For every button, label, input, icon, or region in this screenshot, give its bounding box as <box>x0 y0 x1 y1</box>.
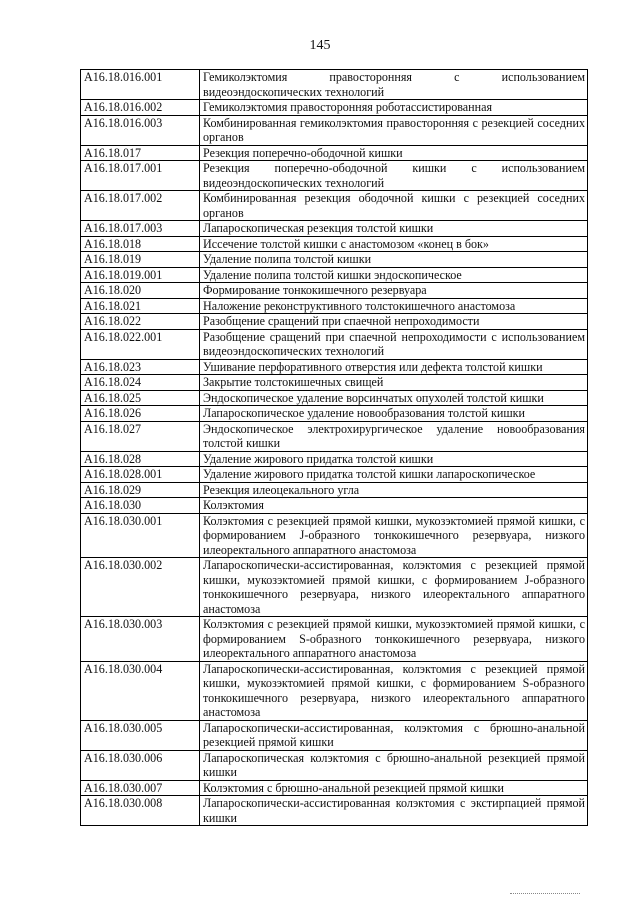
procedure-code: A16.18.030.006 <box>81 750 200 780</box>
table-row <box>81 359 588 375</box>
table-row <box>81 283 588 299</box>
procedure-name: Лапароскопически-ассистированная, колэктомия с брюшно-анальной резекцией прямой кишки <box>200 720 588 750</box>
table-row <box>81 70 588 100</box>
procedure-codes-table <box>80 69 588 826</box>
procedure-code: A16.18.030.005 <box>81 720 200 750</box>
procedure-name: Колэктомия с брюшно-анальной резекцией прямой кишки <box>200 780 588 796</box>
procedure-code: A16.18.019 <box>81 252 200 268</box>
table-row <box>81 375 588 391</box>
procedure-name: Колэктомия <box>200 498 588 514</box>
procedure-name: Удаление полипа толстой кишки <box>200 252 588 268</box>
procedure-code: A16.18.017.001 <box>81 161 200 191</box>
procedure-code: A16.18.016.003 <box>81 115 200 145</box>
procedure-name: Лапароскопическое удаление новообразования толстой кишки <box>200 406 588 422</box>
table-row <box>81 796 588 826</box>
procedure-name: Колэктомия с резекцией прямой кишки, мукозэктомией прямой кишки, с формированием S-образного тонкокишечного резервуара, низкого илеоректального аппаратного анастомоза <box>200 617 588 662</box>
procedure-code: A16.18.026 <box>81 406 200 422</box>
table-row <box>81 513 588 558</box>
table-row <box>81 191 588 221</box>
procedure-name: Разобщение сращений при спаечной непроходимости <box>200 314 588 330</box>
table-row <box>81 252 588 268</box>
table-row <box>81 329 588 359</box>
procedure-name: Колэктомия с резекцией прямой кишки, мукозэктомией прямой кишки, с формированием J-образного тонкокишечного резервуара, низкого илеоректального аппаратного анастомоза <box>200 513 588 558</box>
procedure-name: Комбинированная гемиколэктомия правосторонняя с резекцией соседних органов <box>200 115 588 145</box>
table-row <box>81 406 588 422</box>
procedure-name: Лапароскопическая колэктомия с брюшно-анальной резекцией прямой кишки <box>200 750 588 780</box>
table-body <box>81 70 588 826</box>
procedure-code: A16.18.027 <box>81 421 200 451</box>
procedure-name: Закрытие толстокишечных свищей <box>200 375 588 391</box>
procedure-code: A16.18.017.003 <box>81 221 200 237</box>
table-row <box>81 421 588 451</box>
table-row <box>81 661 588 720</box>
table-row <box>81 161 588 191</box>
procedure-name: Ушивание перфоративного отверстия или дефекта толстой кишки <box>200 359 588 375</box>
table-row <box>81 298 588 314</box>
procedure-code: A16.18.022 <box>81 314 200 330</box>
table-row <box>81 221 588 237</box>
procedure-code: A16.18.030.004 <box>81 661 200 720</box>
procedure-name: Эндоскопическое электрохирургическое удаление новообразования толстой кишки <box>200 421 588 451</box>
procedure-name: Удаление полипа толстой кишки эндоскопическое <box>200 267 588 283</box>
procedure-code: A16.18.030.008 <box>81 796 200 826</box>
table-row <box>81 236 588 252</box>
procedure-name: Иссечение толстой кишки с анастомозом «конец в бок» <box>200 236 588 252</box>
table-row <box>81 617 588 662</box>
procedure-name: Резекция илеоцекального угла <box>200 482 588 498</box>
procedure-code: A16.18.021 <box>81 298 200 314</box>
table-row <box>81 390 588 406</box>
procedure-name: Формирование тонкокишечного резервуара <box>200 283 588 299</box>
table-row <box>81 498 588 514</box>
procedure-name: Гемиколэктомия правосторонняя с использованием видеоэндоскопических технологий <box>200 70 588 100</box>
procedure-name: Комбинированная резекция ободочной кишки с резекцией соседних органов <box>200 191 588 221</box>
table-row <box>81 115 588 145</box>
procedure-name: Резекция поперечно-ободочной кишки <box>200 145 588 161</box>
procedure-name: Лапароскопически-ассистированная, колэктомия с резекцией прямой кишки, мукозэктомией прямой кишки, с формированием S-образного тонкокишечного резервуара, низкого илеоректального аппаратного анастомоза <box>200 661 588 720</box>
page-number: 145 <box>309 38 331 53</box>
procedure-name: Гемиколэктомия правосторонняя роботассистированная <box>200 100 588 116</box>
table-row <box>81 451 588 467</box>
procedure-code: A16.18.025 <box>81 390 200 406</box>
procedure-code: A16.18.024 <box>81 375 200 391</box>
table-row <box>81 145 588 161</box>
procedure-code: A16.18.030.007 <box>81 780 200 796</box>
table-row <box>81 780 588 796</box>
table-row <box>81 100 588 116</box>
table-row <box>81 314 588 330</box>
table-row <box>81 720 588 750</box>
procedure-name: Резекция поперечно-ободочной кишки с использованием видеоэндоскопических технологий <box>200 161 588 191</box>
procedure-code: A16.18.017 <box>81 145 200 161</box>
procedure-code: A16.18.030 <box>81 498 200 514</box>
procedure-code: A16.18.023 <box>81 359 200 375</box>
procedure-code: A16.18.018 <box>81 236 200 252</box>
procedure-code: A16.18.030.002 <box>81 558 200 617</box>
procedure-name: Эндоскопическое удаление ворсинчатых опухолей толстой кишки <box>200 390 588 406</box>
procedure-code: A16.18.016.002 <box>81 100 200 116</box>
procedure-code: A16.18.016.001 <box>81 70 200 100</box>
procedure-code: A16.18.017.002 <box>81 191 200 221</box>
scan-artifact <box>510 893 580 896</box>
table-row <box>81 267 588 283</box>
procedure-name: Лапароскопическая резекция толстой кишки <box>200 221 588 237</box>
procedure-name: Удаление жирового придатка толстой кишки <box>200 451 588 467</box>
procedure-code: A16.18.020 <box>81 283 200 299</box>
procedure-name: Лапароскопически-ассистированная, колэктомия с резекцией прямой кишки, мукозэктомией прямой кишки, с формированием J-образного тонкокишечного резервуара, низкого илеоректального аппаратного анастомоза <box>200 558 588 617</box>
procedure-code: A16.18.022.001 <box>81 329 200 359</box>
table-row <box>81 558 588 617</box>
procedure-code: A16.18.030.001 <box>81 513 200 558</box>
procedure-code: A16.18.029 <box>81 482 200 498</box>
procedure-name: Наложение реконструктивного толстокишечного анастомоза <box>200 298 588 314</box>
procedure-code: A16.18.019.001 <box>81 267 200 283</box>
procedure-code: A16.18.030.003 <box>81 617 200 662</box>
procedure-code: A16.18.028 <box>81 451 200 467</box>
procedure-name: Разобщение сращений при спаечной непроходимости с использованием видеоэндоскопических технологий <box>200 329 588 359</box>
table-row <box>81 467 588 483</box>
procedure-name: Лапароскопически-ассистированная колэктомия с экстирпацией прямой кишки <box>200 796 588 826</box>
table-row <box>81 750 588 780</box>
table-row <box>81 482 588 498</box>
procedure-code: A16.18.028.001 <box>81 467 200 483</box>
procedure-name: Удаление жирового придатка толстой кишки лапароскопическое <box>200 467 588 483</box>
